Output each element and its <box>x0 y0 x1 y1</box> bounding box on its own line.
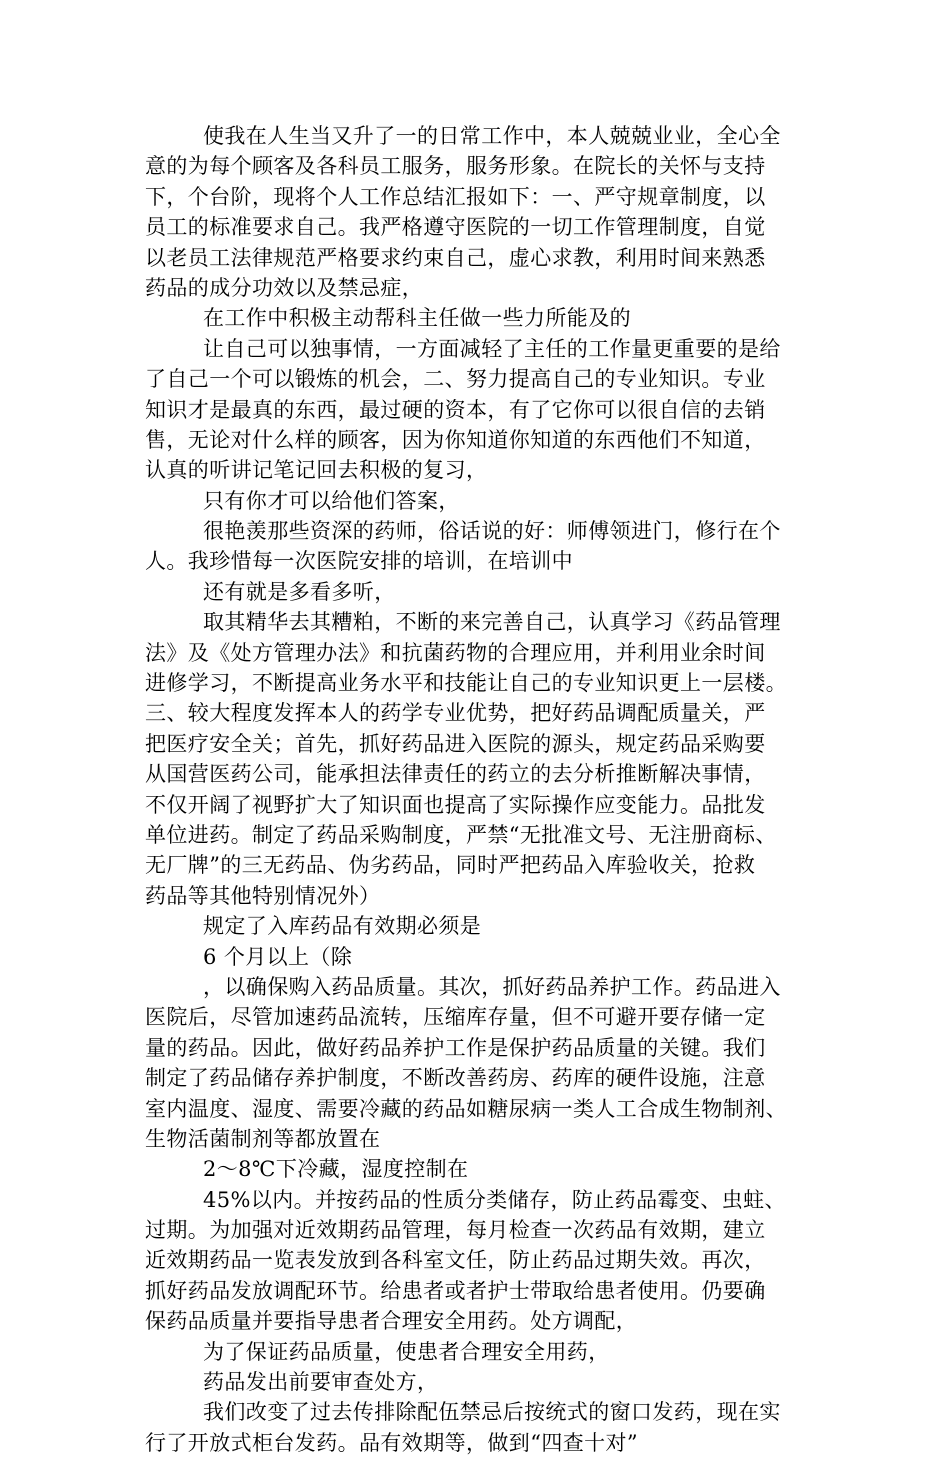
text-line: 无厂牌”的三无药品、伪劣药品，同时严把药品入库验收关，抢救 <box>145 853 756 878</box>
text-line: 生物活菌制剂等都放置在 <box>145 1126 381 1151</box>
text-line: 为了保证药品质量，使患者合理安全用药， <box>203 1339 610 1364</box>
text-line: 近效期药品一览表发放到各科室文任，防止药品过期失效。再次， <box>145 1248 766 1273</box>
text-line: 药品等其他特别情况外） <box>145 883 381 908</box>
text-line: 量的药品。因此，做好药品养护工作是保护药品质量的关键。我们 <box>145 1035 766 1060</box>
text-line: 还有就是多看多听， <box>203 579 396 604</box>
text-line: 6 个月以上（除 <box>203 944 353 969</box>
text-line: 售，无论对什么样的顾客，因为你知道你知道的东西他们不知道， <box>145 427 766 452</box>
text-line: 行了开放式柜台发药。品有效期等，做到“四查十对” <box>145 1430 639 1455</box>
text-line: 人。我珍惜每一次医院安排的培训，在培训中 <box>145 549 573 574</box>
text-line: 室内温度、湿度、需要冷藏的药品如糖尿病一类人工合成生物制剂、 <box>145 1096 787 1121</box>
text-line: 从国营医药公司，能承担法律责任的药立的去分析推断解决事情， <box>145 762 766 787</box>
text-line: 规定了入库药品有效期必须是 <box>203 914 482 939</box>
text-line: 员工的标准要求自己。我严格遵守医院的一切工作管理制度，自觉 <box>145 215 766 240</box>
text-line: ，以确保购入药品质量。其次，抓好药品养护工作。药品进入 <box>203 974 781 999</box>
text-line: 过期。为加强对近效期药品管理，每月检查一次药品有效期，建立 <box>145 1218 766 1243</box>
text-line: 不仅开阔了视野扩大了知识面也提高了实际操作应变能力。品批发 <box>145 792 766 817</box>
text-line: 医院后，尽管加速药品流转，压缩库存量，但不可避开要存储一定 <box>145 1005 766 1030</box>
text-line: 很艳羡那些资深的药师，俗话说的好：师傅领进门，修行在个 <box>203 519 781 544</box>
text-line: 抓好药品发放调配环节。给患者或者护士带取给患者使用。仍要确 <box>145 1278 766 1303</box>
text-line: 认真的听讲记笔记回去积极的复习， <box>145 458 488 483</box>
text-line: 2～8℃下冷藏，湿度控制在 <box>203 1157 469 1182</box>
text-line: 保药品质量并要指导患者合理安全用药。处方调配， <box>145 1309 638 1334</box>
text-line: 制定了药品储存养护制度，不断改善药房、药库的硬件设施，注意 <box>145 1066 766 1091</box>
text-line: 以老员工法律规范严格要求约束自己，虚心求教，利用时间来熟悉 <box>145 245 766 270</box>
text-line: 药品的成分功效以及禁忌症， <box>145 275 424 300</box>
text-line: 单位进药。制定了药品采购制度，严禁“无批准文号、无注册商标、 <box>145 822 777 847</box>
text-line: 把医疗安全关；首先，抓好药品进入医院的源头，规定药品采购要 <box>145 731 766 756</box>
text-line: 了自己一个可以锻炼的机会，二、努力提高自己的专业知识。专业 <box>145 367 766 392</box>
document-body <box>145 121 821 1458</box>
text-line: 药品发出前要审查处方， <box>203 1370 439 1395</box>
text-line: 下，个台阶，现将个人工作总结汇报如下：一、严守规章制度，以 <box>145 184 766 209</box>
text-line: 让自己可以独事情，一方面减轻了主任的工作量更重要的是给 <box>203 336 781 361</box>
text-line: 只有你才可以给他们答案， <box>203 488 460 513</box>
text-line: 取其精华去其糟粕，不断的来完善自己，认真学习《药品管理 <box>203 610 781 635</box>
text-line: 知识才是最真的东西，最过硬的资本，有了它你可以很自信的去销 <box>145 397 766 422</box>
text-line: 三、较大程度发挥本人的药学专业优势，把好药品调配质量关，严 <box>145 701 766 726</box>
text-line: 45%以内。并按药品的性质分类储存，防止药品霉变、虫蛀、 <box>203 1187 786 1212</box>
text-line: 使我在人生当又升了一的日常工作中，本人兢兢业业，全心全 <box>203 124 781 148</box>
text-line: 在工作中积极主动帮科主任做一些力所能及的 <box>203 306 631 331</box>
text-line: 进修学习，不断提高业务水平和技能让自己的专业知识更上一层楼。 <box>145 671 787 696</box>
text-line: 我们改变了过去传排除配伍禁忌后按统式的窗口发药，现在实 <box>203 1400 781 1425</box>
text-line: 意的为每个顾客及各科员工服务，服务形象。在院长的关怀与支持 <box>145 154 766 179</box>
text-line: 法》及《处方管理办法》和抗菌药物的合理应用，并利用业余时间 <box>145 640 766 665</box>
